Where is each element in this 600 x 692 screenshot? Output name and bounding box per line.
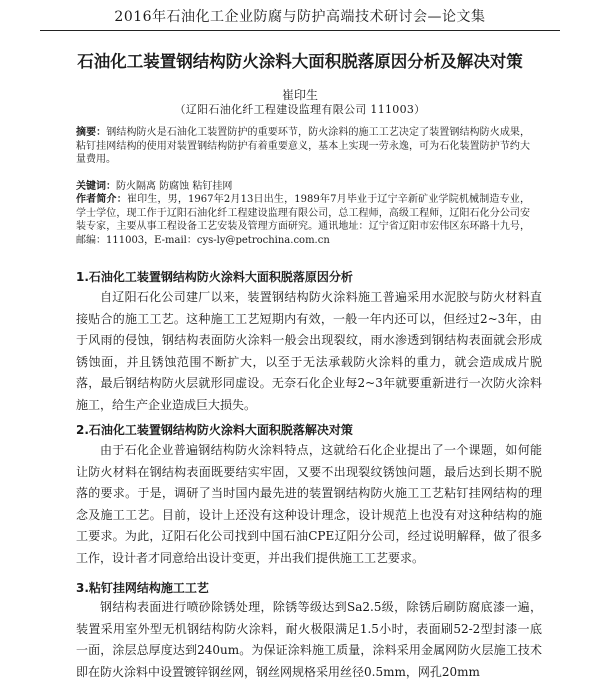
- abstract-label: 摘要：: [76, 127, 107, 138]
- running-header: 2016年石油化工企业防腐与防护高端技术研讨会—论文集: [40, 6, 560, 31]
- keywords-text: 防火隔离 防腐蚀 粘钉挂网: [116, 181, 233, 192]
- section-1-body: 自辽阳石化公司建厂以来，装置钢结构防火涂料施工普遍采用水泥胶与防火材料直接贴合的施工工艺。这种施工工艺短期内有效，一般一年内还可以，但经过2~3年，由于风雨的侵蚀，钢结构表面防火涂料一般会出现裂纹，雨水渗透到钢结构表面就会形成锈蚀面，并且锈蚀范围不断扩大，以至于无法承载防火涂料的重力，就会造成成片脱落，最后钢结构防火层就形同虚设。无奈石化企业每2~3年就要重新进行一次防火涂料施工，给生产企业造成巨大损失。: [76, 290, 542, 412]
- section-1-heading: 1.石油化工装置钢结构防火涂料大面积脱落原因分析: [76, 270, 353, 284]
- author-info-label: 作者简介：: [76, 194, 127, 205]
- author-name: 崔印生: [281, 88, 318, 102]
- section-2-heading: 2.石油化工装置钢结构防火涂料大面积脱落解决对策: [76, 423, 353, 437]
- section-2-body: 由于石化企业普遍钢结构防火涂料特点，这就给石化企业提出了一个课题，如何能让防火材料在钢结构表面既要结实牢固，又要不出现裂纹锈蚀问题，最后达到长期不脱落的要求。于是，调研了当时国内最先进的装置钢结构防火施工工艺粘钉挂网结构的理念及施工工艺。目前，设计上还没有这种设计理念，设计规范上也没有对这种结构的施工要求。为此，辽阳石化公司找到中国石油CPE辽阳分公司，经过说明解释，做了很多工作，设计者才同意给出设计变更，并出我们提供施工工艺要求。: [76, 443, 542, 565]
- keywords: [76, 180, 530, 194]
- abstract-text: 钢结构防火是石油化工装置防护的重要环节，防火涂料的施工工艺决定了装置钢结构防火成果，粘钉挂网结构的使用对装置钢结构防护有着重要意义，基本上实现一劳永逸，可为石化装置防护节约大量费用。: [76, 127, 531, 165]
- abstract: [76, 126, 530, 167]
- keywords-label: 关键词：: [76, 181, 116, 192]
- section-3-body: 钢结构表面进行喷砂除锈处理，除锈等级达到Sa2.5级，除锈后刷防腐底漆一遍，装置采用室外型无机钢结构防火涂料，耐火极限满足1.5小时，表面刷52-2型封漆一底一面，涂层总厚度达到240um。为保证涂料施工质量，涂料采用金属网防火层施工技术即在防火涂料中设置镀锌钢丝网，钢丝网规格采用丝径0.5mm，网孔20mm: [76, 600, 542, 679]
- author-info-text: 崔印生，男，1967年2月13日出生，1989年7月毕业于辽宁辛新矿业学院机械制造专业，学士学位，现工作于辽阳石油化纤工程建设监理有限公司，总工程师，高级工程师，辽阳石化分公司安装专家，主要从事工程设备工艺安装及管理方面研究。通讯地址：辽宁省辽阳市宏伟区东环路十九号，邮编：111003，E-mail：cys-ly@petrochina.com.cn: [76, 194, 530, 246]
- paper-title: 石油化工装置钢结构防火涂料大面积脱落原因分析及解决对策: [77, 52, 523, 71]
- author-info: [76, 193, 530, 247]
- author-affiliation: （辽阳石油化纤工程建设监理有限公司 111003）: [174, 103, 426, 116]
- section-3-heading: 3.粘钉挂网结构施工工艺: [76, 581, 209, 595]
